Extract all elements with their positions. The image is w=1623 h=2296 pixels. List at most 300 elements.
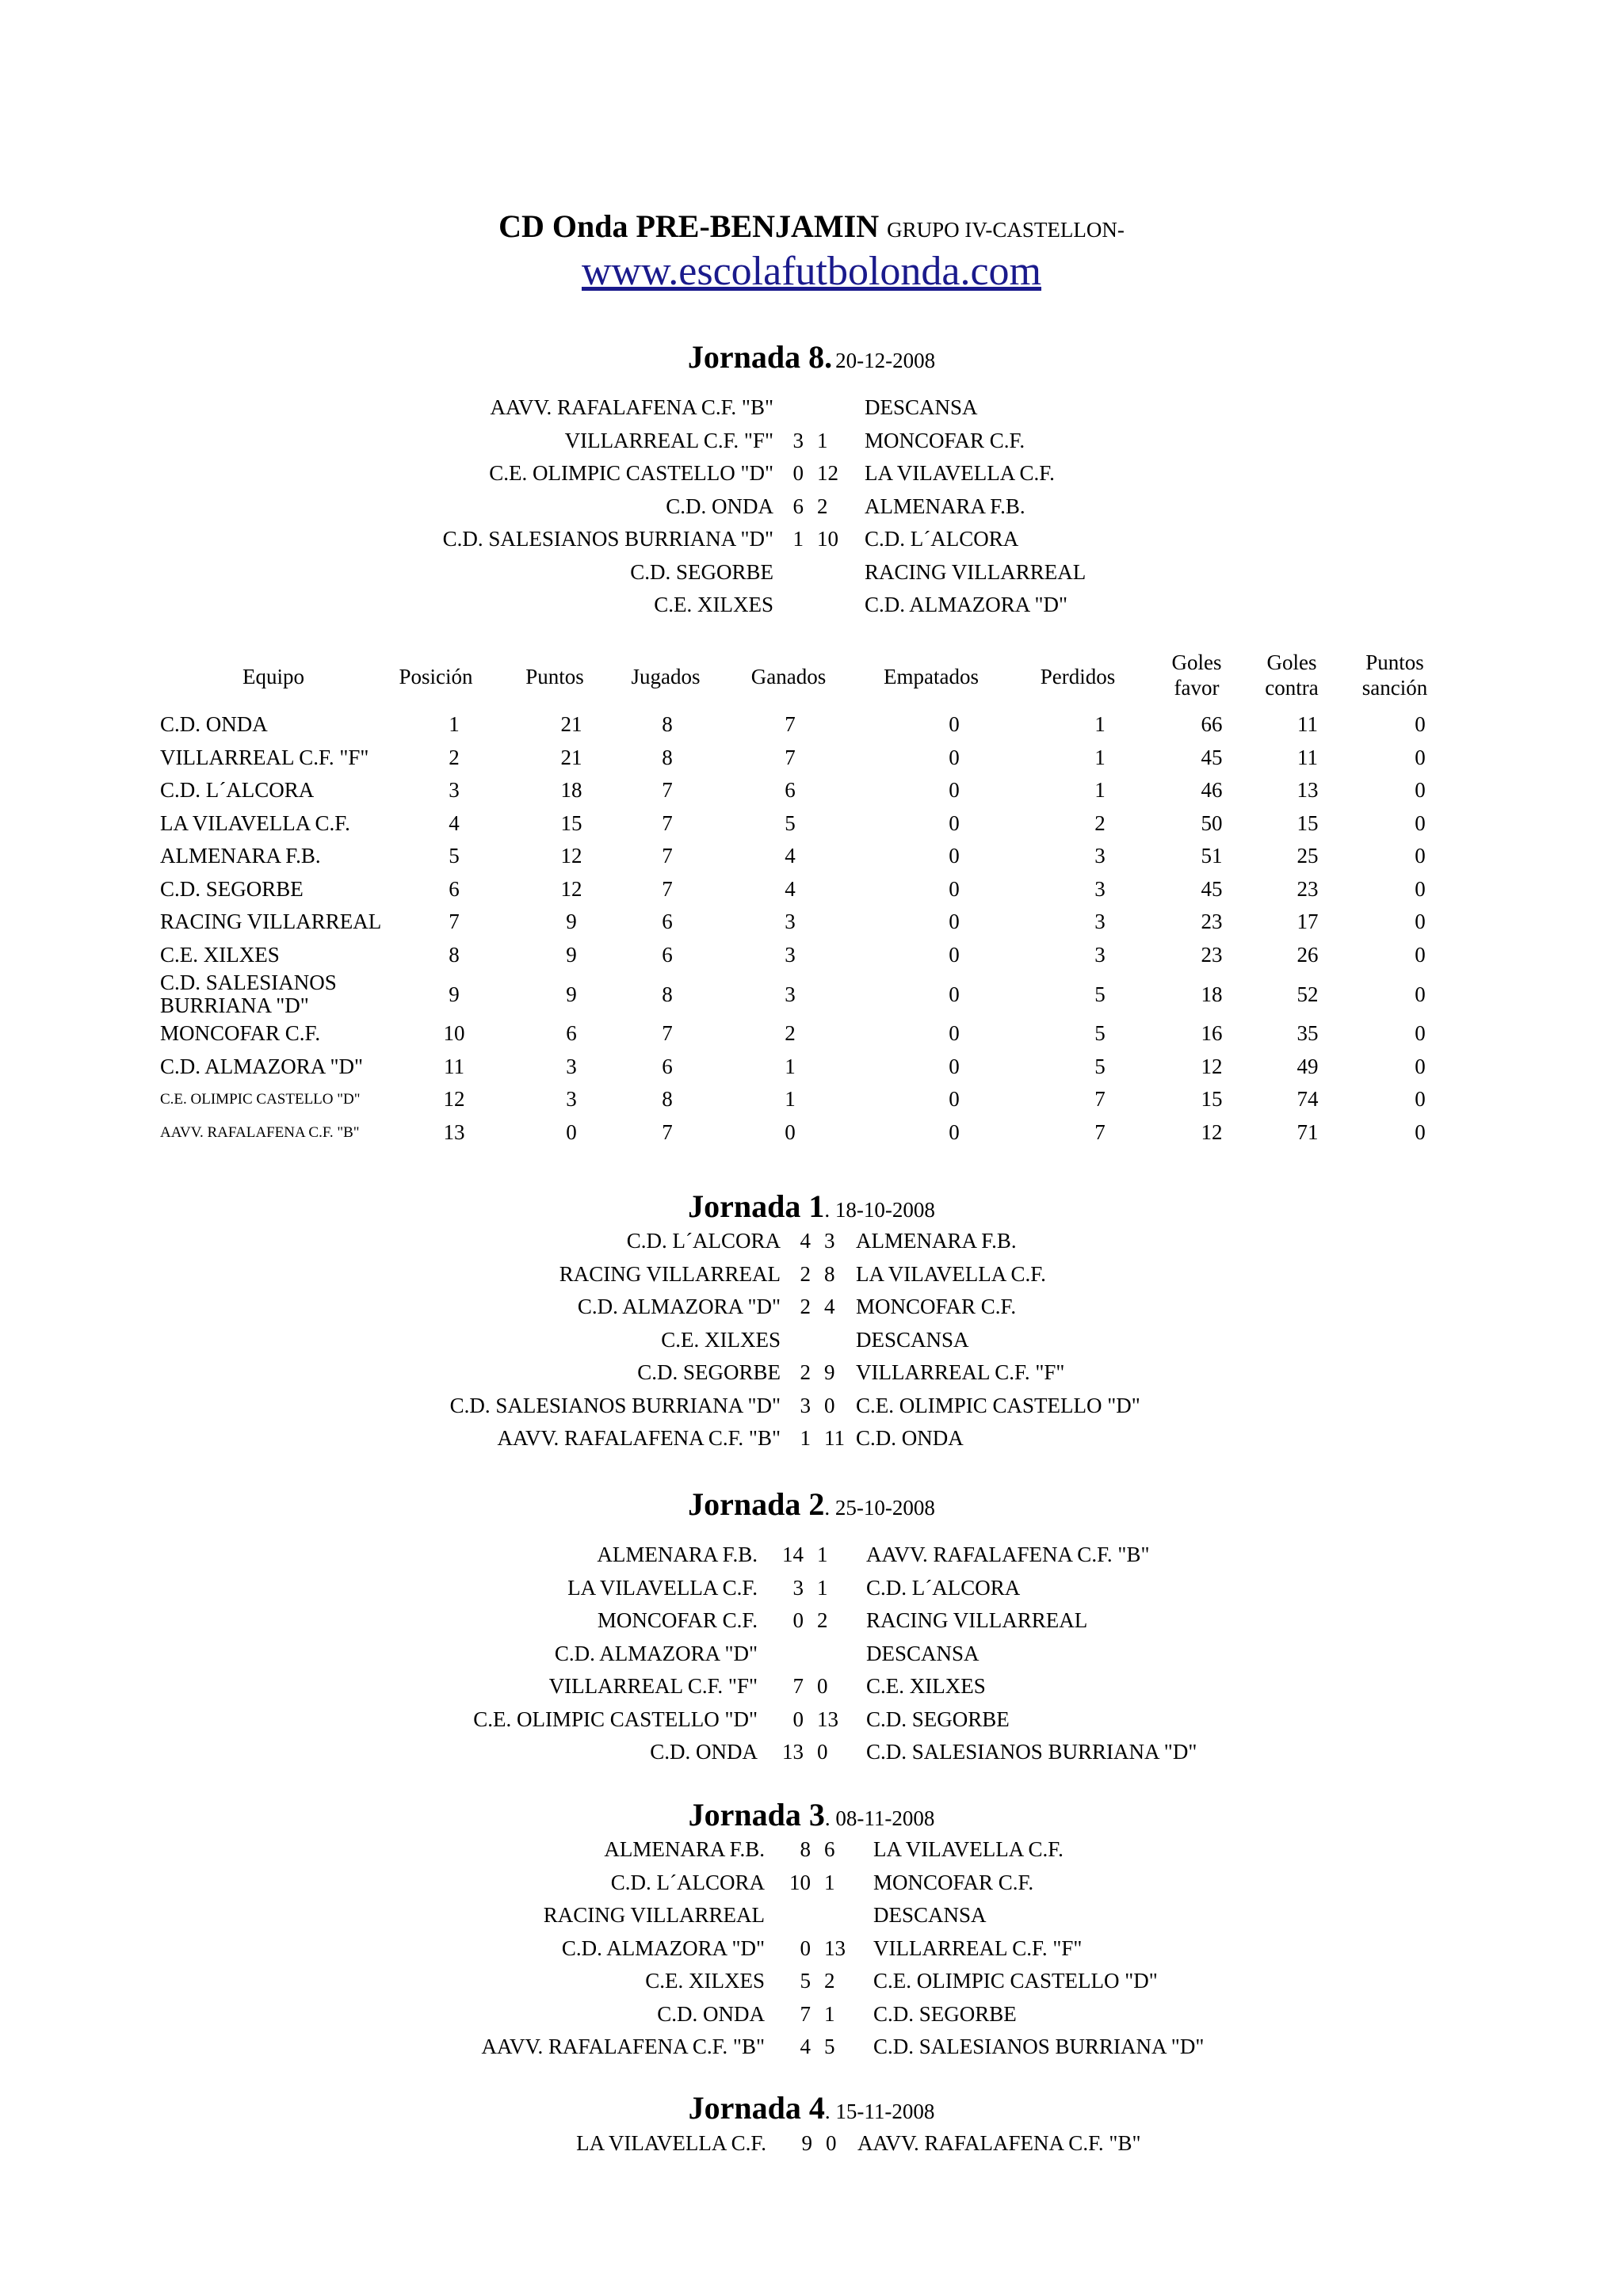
- cell-p: 5: [1094, 1054, 1106, 1078]
- cell-pts: 9: [566, 982, 577, 1006]
- away-goals: 10: [817, 527, 838, 551]
- cell-ps: 0: [1415, 778, 1426, 802]
- cell-gc: 11: [1297, 745, 1318, 769]
- cell-pts: 9: [566, 942, 577, 967]
- home-team: C.D. ONDA: [650, 1740, 758, 1764]
- cell-e: 0: [949, 1087, 960, 1111]
- cell-pos: 8: [449, 942, 460, 967]
- cell-pj: 7: [662, 1119, 673, 1144]
- standings-row: [0, 939, 1623, 972]
- standings-row: [0, 708, 1623, 742]
- cell-gc: 71: [1296, 1119, 1319, 1144]
- jornada-1-heading: Jornada 1. 18-10-2008: [688, 1188, 935, 1224]
- cell-gc: 17: [1296, 910, 1319, 933]
- away-goals: 0: [817, 1674, 828, 1698]
- home-goals: 14: [782, 1543, 804, 1566]
- away-team: C.D. SALESIANOS BURRIANA "D": [866, 1740, 1197, 1764]
- cell-p: 7: [1094, 1087, 1106, 1111]
- away-team: MONCOFAR C.F.: [873, 1870, 1034, 1894]
- away-team: C.D. SALESIANOS BURRIANA "D": [873, 2035, 1205, 2058]
- away-goals: 1: [817, 1575, 828, 1600]
- home-team: MONCOFAR C.F.: [597, 1608, 758, 1632]
- cell-pj: 6: [662, 910, 673, 933]
- cell-p: 5: [1094, 1021, 1106, 1045]
- match-row: [0, 1290, 1623, 1323]
- away-team: C.D. SEGORBE: [866, 1707, 1010, 1731]
- away-team: AAVV. RAFALAFENA C.F. "B": [866, 1543, 1150, 1566]
- cell-pj: 6: [662, 942, 673, 967]
- cell-pts: 21: [560, 712, 582, 736]
- cell-pos: 12: [443, 1087, 465, 1111]
- team-name-line: C.E. OLIMPIC CASTELLO "D": [160, 1091, 361, 1108]
- home-goals: 9: [801, 2131, 812, 2155]
- home-goals: 1: [792, 527, 804, 551]
- cell-e: 0: [949, 876, 960, 901]
- home-goals: 1: [800, 1426, 811, 1450]
- away-team: RACING VILLARREAL: [865, 559, 1086, 584]
- away-team: MONCOFAR C.F.: [865, 428, 1025, 452]
- cell-pos: 3: [449, 778, 460, 802]
- away-goals: 2: [817, 1608, 828, 1632]
- cell-gf: 45: [1201, 876, 1223, 901]
- home-team: C.E. XILXES: [661, 1327, 781, 1352]
- cell-g: 3: [785, 910, 796, 933]
- cell-ps: 0: [1415, 1087, 1426, 1111]
- home-goals: 2: [800, 1360, 811, 1384]
- away-team: VILLARREAL C.F. "F": [873, 1936, 1083, 1960]
- cell-e: 0: [949, 712, 960, 736]
- home-team: C.E. XILXES: [654, 593, 773, 616]
- standings-table: [0, 646, 1623, 1161]
- cell-pos: 9: [449, 982, 460, 1006]
- home-team: C.D. SEGORBE: [630, 559, 773, 584]
- home-team: LA VILAVELLA C.F.: [567, 1575, 758, 1600]
- cell-ps: 0: [1415, 1021, 1426, 1045]
- away-goals: 2: [824, 1969, 835, 1993]
- match-row: [0, 1735, 1623, 1768]
- jornada-4-heading: Jornada 4. 15-11-2008: [688, 2090, 935, 2126]
- cell-ps: 0: [1415, 876, 1426, 901]
- away-goals: 1: [817, 428, 828, 452]
- away-goals: 0: [824, 1393, 835, 1417]
- cell-g: 5: [785, 810, 796, 835]
- away-team: RACING VILLARREAL: [866, 1608, 1088, 1632]
- cell-gc: 11: [1297, 712, 1318, 736]
- cell-gf: 16: [1201, 1021, 1223, 1045]
- cell-pos: 5: [449, 844, 460, 868]
- cell-gf: 12: [1201, 1054, 1223, 1078]
- team-name: [160, 1017, 390, 1051]
- team-name: [160, 971, 390, 1017]
- col-perdidos: Perdidos: [1040, 665, 1116, 688]
- cell-pos: 13: [443, 1119, 465, 1144]
- match-row: [0, 456, 1623, 490]
- cell-p: 1: [1094, 778, 1106, 802]
- team-name: [160, 1051, 390, 1084]
- cell-p: 1: [1094, 712, 1106, 736]
- cell-e: 0: [949, 982, 960, 1006]
- team-name: [160, 742, 390, 775]
- cell-e: 0: [949, 778, 960, 802]
- cell-e: 0: [949, 1119, 960, 1144]
- match-row: [0, 1703, 1623, 1736]
- home-team: C.D. SALESIANOS BURRIANA "D": [449, 1393, 781, 1417]
- match-row: [0, 1323, 1623, 1356]
- cell-gc: 23: [1296, 876, 1319, 901]
- cell-ps: 0: [1415, 844, 1426, 868]
- cell-gf: 23: [1201, 910, 1223, 933]
- home-goals: 0: [792, 461, 804, 485]
- home-goals: 3: [792, 428, 804, 452]
- cell-gf: 46: [1201, 778, 1223, 802]
- match-row: [0, 1997, 1623, 2031]
- home-goals: 8: [800, 1837, 811, 1861]
- home-goals: 5: [800, 1969, 811, 1993]
- home-team: ALMENARA F.B.: [597, 1543, 758, 1566]
- match-row: [0, 1571, 1623, 1604]
- home-goals: 4: [800, 1229, 811, 1253]
- away-goals: 6: [824, 1837, 835, 1861]
- home-team: RACING VILLARREAL: [559, 1261, 781, 1286]
- cell-pj: 7: [662, 844, 673, 868]
- home-team: C.D. L´ALCORA: [626, 1229, 781, 1253]
- standings-row: [0, 807, 1623, 841]
- website-link-container: [0, 244, 1623, 299]
- col-puntos-sancion: Puntos sanción: [1361, 650, 1428, 700]
- cell-g: 2: [785, 1021, 796, 1045]
- home-goals: 7: [792, 1674, 804, 1698]
- cell-pj: 7: [662, 778, 673, 802]
- match-row: [0, 588, 1623, 621]
- match-row: [0, 1637, 1623, 1670]
- cell-pj: 8: [662, 1087, 673, 1111]
- home-team: VILLARREAL C.F. "F": [548, 1674, 758, 1698]
- match-row: [0, 1964, 1623, 1997]
- home-team: C.E. OLIMPIC CASTELLO "D": [473, 1707, 758, 1731]
- home-team: AAVV. RAFALAFENA C.F. "B": [481, 2035, 765, 2058]
- cell-gc: 74: [1296, 1087, 1319, 1111]
- away-team: C.D. L´ALCORA: [866, 1575, 1021, 1600]
- away-team: C.D. ONDA: [856, 1426, 964, 1450]
- cell-pos: 4: [449, 810, 460, 835]
- cell-pj: 7: [662, 1021, 673, 1045]
- cell-gf: 15: [1201, 1087, 1223, 1111]
- away-team: LA VILAVELLA C.F.: [865, 461, 1055, 485]
- cell-gf: 66: [1201, 712, 1223, 736]
- team-name-line: C.D. ALMAZORA "D": [160, 1054, 364, 1078]
- match-row: [0, 2126, 1623, 2160]
- cell-pts: 6: [566, 1021, 577, 1045]
- standings-row: [0, 742, 1623, 775]
- team-name: [160, 1083, 390, 1116]
- cell-pts: 12: [560, 876, 582, 901]
- cell-ps: 0: [1415, 810, 1426, 835]
- cell-e: 0: [949, 942, 960, 967]
- cell-p: 3: [1094, 844, 1106, 868]
- cell-ps: 0: [1415, 942, 1426, 967]
- cell-pos: 6: [449, 876, 460, 901]
- team-name-line: MONCOFAR C.F.: [160, 1021, 321, 1045]
- cell-pj: 8: [662, 745, 673, 769]
- away-team: C.E. OLIMPIC CASTELLO "D": [873, 1969, 1158, 1993]
- col-jugados: Jugados: [631, 665, 701, 688]
- away-goals: 5: [824, 2035, 835, 2058]
- standings-row: [0, 873, 1623, 906]
- col-empatados: Empatados: [884, 665, 979, 688]
- jornada-2-heading: Jornada 2. 25-10-2008: [688, 1486, 935, 1522]
- away-team: ALMENARA F.B.: [856, 1229, 1017, 1253]
- match-row: [0, 1356, 1623, 1389]
- away-team: LA VILAVELLA C.F.: [856, 1261, 1046, 1286]
- team-name: [160, 807, 390, 841]
- away-goals: 1: [824, 1870, 835, 1894]
- match-row: [0, 1898, 1623, 1932]
- cell-ps: 0: [1415, 910, 1426, 933]
- away-team: DESCANSA: [873, 1903, 987, 1927]
- home-goals: 13: [782, 1740, 804, 1764]
- cell-g: 1: [785, 1054, 796, 1078]
- away-goals: 1: [817, 1543, 828, 1566]
- match-row: [0, 1257, 1623, 1291]
- cell-g: 4: [785, 844, 796, 868]
- team-name-line: C.D. L´ALCORA: [160, 778, 315, 802]
- home-goals: 2: [800, 1261, 811, 1286]
- team-name-line: LA VILAVELLA C.F.: [160, 810, 350, 835]
- col-ganados: Ganados: [750, 665, 827, 688]
- cell-ps: 0: [1415, 982, 1426, 1006]
- cell-pos: 1: [449, 712, 460, 736]
- jornada-3-heading: Jornada 3. 08-11-2008: [688, 1797, 935, 1833]
- standings-row: [0, 906, 1623, 939]
- team-name: [160, 774, 390, 807]
- cell-pj: 8: [662, 712, 673, 736]
- page-title: CD Onda PRE-BENJAMIN GRUPO IV-CASTELLON-: [498, 208, 1125, 244]
- team-name-line: AAVV. RAFALAFENA C.F. "B": [160, 1123, 360, 1141]
- cell-g: 0: [785, 1119, 796, 1144]
- home-team: C.D. L´ALCORA: [610, 1870, 765, 1894]
- home-team: RACING VILLARREAL: [543, 1903, 765, 1927]
- match-row: [0, 2030, 1623, 2063]
- home-goals: 4: [800, 2035, 811, 2058]
- away-team: MONCOFAR C.F.: [856, 1295, 1017, 1318]
- cell-e: 0: [949, 844, 960, 868]
- match-row: [0, 1669, 1623, 1703]
- cell-gc: 13: [1296, 778, 1319, 802]
- cell-gf: 45: [1201, 745, 1223, 769]
- cell-e: 0: [949, 910, 960, 933]
- cell-ps: 0: [1415, 745, 1426, 769]
- match-row: [0, 555, 1623, 589]
- match-row: [0, 1866, 1623, 1899]
- away-team: C.D. SEGORBE: [873, 2001, 1017, 2026]
- away-team: ALMENARA F.B.: [865, 494, 1025, 518]
- home-team: C.D. ALMAZORA "D": [561, 1936, 765, 1960]
- home-goals: 3: [800, 1393, 811, 1417]
- match-row: [0, 1833, 1623, 1866]
- cell-gc: 49: [1296, 1054, 1319, 1078]
- away-goals: 9: [824, 1360, 835, 1384]
- team-name: [160, 939, 390, 972]
- cell-pts: 9: [566, 910, 577, 933]
- cell-ps: 0: [1415, 1119, 1426, 1144]
- home-goals: 3: [792, 1575, 804, 1600]
- home-goals: 0: [800, 1936, 811, 1960]
- cell-p: 2: [1094, 810, 1106, 835]
- cell-gf: 51: [1201, 844, 1223, 868]
- cell-gc: 26: [1296, 942, 1319, 967]
- home-goals: 10: [789, 1870, 811, 1894]
- home-team: C.D. SEGORBE: [637, 1360, 781, 1384]
- away-team: C.E. XILXES: [866, 1674, 986, 1698]
- standings-row: [0, 774, 1623, 807]
- cell-g: 4: [785, 876, 796, 901]
- cell-g: 6: [785, 778, 796, 802]
- away-team: DESCANSA: [865, 395, 978, 419]
- away-team: C.D. ALMAZORA "D": [865, 593, 1068, 616]
- cell-p: 3: [1094, 876, 1106, 901]
- team-name-line: C.D. ONDA: [160, 712, 268, 736]
- standings-row: [0, 1083, 1623, 1116]
- cell-gf: 12: [1201, 1119, 1223, 1144]
- cell-pj: 8: [662, 982, 673, 1006]
- away-goals: 12: [817, 461, 838, 485]
- cell-g: 7: [785, 745, 796, 769]
- team-name-line: BURRIANA "D": [160, 994, 309, 1017]
- col-equipo: Equipo: [242, 665, 304, 688]
- cell-pts: 18: [560, 778, 582, 802]
- team-name-line: RACING VILLARREAL: [160, 910, 382, 933]
- col-puntos: Puntos: [525, 665, 584, 688]
- away-team: AAVV. RAFALAFENA C.F. "B": [857, 2131, 1141, 2155]
- standings-row: [0, 1017, 1623, 1051]
- away-goals: 13: [824, 1936, 846, 1960]
- match-row: [0, 490, 1623, 523]
- col-goles-contra: Goles contra: [1265, 650, 1319, 700]
- cell-pj: 6: [662, 1054, 673, 1078]
- away-goals: 3: [824, 1229, 835, 1253]
- match-row: [0, 1389, 1623, 1422]
- cell-e: 0: [949, 1054, 960, 1078]
- match-row: [0, 1224, 1623, 1257]
- home-goals: 6: [792, 494, 804, 518]
- team-name-line: C.D. SEGORBE: [160, 876, 304, 901]
- cell-p: 3: [1094, 942, 1106, 967]
- cell-p: 1: [1094, 745, 1106, 769]
- match-row: [0, 424, 1623, 457]
- standings-row: [0, 1051, 1623, 1084]
- cell-gc: 52: [1296, 982, 1319, 1006]
- away-goals: 8: [824, 1261, 835, 1286]
- cell-g: 1: [785, 1087, 796, 1111]
- home-goals: 0: [792, 1608, 804, 1632]
- cell-pts: 21: [560, 745, 582, 769]
- cell-pj: 7: [662, 810, 673, 835]
- cell-g: 3: [785, 942, 796, 967]
- home-goals: 0: [792, 1707, 804, 1731]
- cell-pos: 10: [443, 1021, 465, 1045]
- col-posicion: Posición: [399, 665, 473, 688]
- cell-e: 0: [949, 745, 960, 769]
- cell-p: 5: [1094, 982, 1106, 1006]
- home-team: C.D. ALMAZORA "D": [554, 1641, 758, 1665]
- cell-gf: 18: [1201, 982, 1223, 1006]
- home-team: AAVV. RAFALAFENA C.F. "B": [490, 395, 773, 419]
- away-goals: 1: [824, 2001, 835, 2026]
- match-row: [0, 1932, 1623, 1965]
- cell-pos: 7: [449, 910, 460, 933]
- team-name-line: C.E. XILXES: [160, 942, 280, 967]
- cell-g: 7: [785, 712, 796, 736]
- home-team: VILLARREAL C.F. "F": [564, 428, 773, 452]
- cell-pts: 15: [560, 810, 582, 835]
- cell-gc: 35: [1296, 1021, 1319, 1045]
- cell-pts: 3: [566, 1087, 577, 1111]
- cell-g: 3: [785, 982, 796, 1006]
- away-goals: 0: [826, 2131, 837, 2155]
- match-row: [0, 1538, 1623, 1571]
- jornada-8-heading: Jornada 8. 20-12-2008: [687, 339, 936, 375]
- away-goals: 4: [824, 1295, 835, 1318]
- website-link[interactable]: www.escolafutbolonda.com: [581, 249, 1042, 294]
- standings-row: [0, 971, 1623, 1017]
- team-name-line: ALMENARA F.B.: [160, 844, 321, 868]
- cell-pts: 3: [566, 1054, 577, 1078]
- home-goals: 2: [800, 1295, 811, 1318]
- team-name-line: VILLARREAL C.F. "F": [160, 745, 369, 769]
- team-name: [160, 906, 390, 939]
- team-name: [160, 708, 390, 742]
- cell-pos: 11: [444, 1054, 464, 1078]
- home-team: ALMENARA F.B.: [604, 1837, 765, 1861]
- away-team: C.E. OLIMPIC CASTELLO "D": [856, 1393, 1140, 1417]
- cell-ps: 0: [1415, 712, 1426, 736]
- cell-pts: 12: [560, 844, 582, 868]
- home-team: C.E. OLIMPIC CASTELLO "D": [489, 461, 773, 485]
- cell-pos: 2: [449, 745, 460, 769]
- home-team: C.E. XILXES: [645, 1969, 765, 1993]
- home-team: AAVV. RAFALAFENA C.F. "B": [497, 1426, 781, 1450]
- cell-gf: 23: [1201, 942, 1223, 967]
- team-name: [160, 840, 390, 873]
- standings-row: [0, 1116, 1623, 1150]
- col-goles-favor: Goles favor: [1171, 650, 1222, 700]
- cell-p: 3: [1094, 910, 1106, 933]
- match-row: [0, 1421, 1623, 1455]
- home-team: C.D. SALESIANOS BURRIANA "D": [442, 527, 773, 551]
- team-name: [160, 873, 390, 906]
- team-name-line: C.D. SALESIANOS: [160, 971, 337, 994]
- away-goals: 11: [824, 1426, 845, 1450]
- away-team: DESCANSA: [866, 1641, 980, 1665]
- away-team: LA VILAVELLA C.F.: [873, 1837, 1064, 1861]
- cell-gf: 50: [1201, 810, 1223, 835]
- cell-ps: 0: [1415, 1054, 1426, 1078]
- cell-e: 0: [949, 1021, 960, 1045]
- home-team: C.D. ALMAZORA "D": [577, 1295, 781, 1318]
- home-team: C.D. ONDA: [657, 2001, 765, 2026]
- cell-pj: 7: [662, 876, 673, 901]
- home-goals: 7: [800, 2001, 811, 2026]
- match-row: [0, 391, 1623, 424]
- match-row: [0, 522, 1623, 555]
- cell-pts: 0: [566, 1119, 577, 1144]
- cell-gc: 15: [1296, 810, 1319, 835]
- away-goals: 13: [817, 1707, 838, 1731]
- match-row: [0, 1604, 1623, 1637]
- team-name: [160, 1116, 390, 1150]
- home-team: C.D. ONDA: [666, 494, 773, 518]
- away-team: C.D. L´ALCORA: [865, 527, 1019, 551]
